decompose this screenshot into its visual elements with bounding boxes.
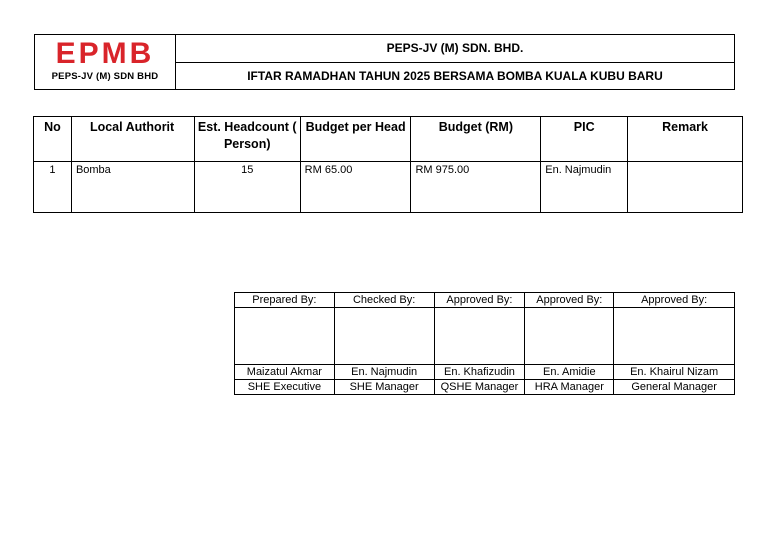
sig-name: En. Amidie: [525, 365, 614, 380]
sig-role: HRA Manager: [525, 380, 614, 395]
sig-name: En. Khairul Nizam: [614, 365, 735, 380]
sig-name: En. Najmudin: [334, 365, 434, 380]
col-header-per-head: Budget per Head: [300, 117, 411, 162]
signature-box: [434, 308, 525, 365]
cell-budget: RM 975.00: [411, 162, 541, 213]
signature-label-row: [235, 293, 735, 308]
event-title: IFTAR RAMADHAN TAHUN 2025 BERSAMA BOMBA KUALA KUBU BARU: [176, 62, 735, 90]
signature-name-row: [235, 365, 735, 380]
signature-box: [334, 308, 434, 365]
signature-box: [614, 308, 735, 365]
signature-role-row: [235, 380, 735, 395]
sig-role: General Manager: [614, 380, 735, 395]
sig-role: QSHE Manager: [434, 380, 525, 395]
sig-role: SHE Manager: [334, 380, 434, 395]
col-header-no: No: [34, 117, 72, 162]
col-header-budget: Budget (RM): [411, 117, 541, 162]
cell-pic: En. Najmudin: [541, 162, 628, 213]
sig-label: Prepared By:: [235, 293, 335, 308]
cell-per-head: RM 65.00: [300, 162, 411, 213]
sig-label: Approved By:: [614, 293, 735, 308]
sig-role: SHE Executive: [235, 380, 335, 395]
col-header-headcount: Est. Headcount ( Person): [194, 117, 300, 162]
cell-headcount: 15: [194, 162, 300, 213]
logo-wordmark: EPMB: [55, 37, 155, 70]
sig-label: Checked By:: [334, 293, 434, 308]
logo-cell: [35, 35, 176, 90]
signature-space-row: [235, 308, 735, 365]
table-header-row: [34, 117, 743, 162]
document-header: [34, 34, 735, 90]
logo-subtitle: PEPS-JV (M) SDN BHD: [51, 71, 159, 82]
col-header-remark: Remark: [628, 117, 743, 162]
cell-no: 1: [34, 162, 72, 213]
cell-remark: [628, 162, 743, 213]
signature-box: [235, 308, 335, 365]
sig-label: Approved By:: [434, 293, 525, 308]
col-header-pic: PIC: [541, 117, 628, 162]
col-header-authority: Local Authorit: [71, 117, 194, 162]
company-logo: [35, 35, 175, 89]
sig-name: Maizatul Akmar: [235, 365, 335, 380]
sig-name: En. Khafizudin: [434, 365, 525, 380]
signature-box: [525, 308, 614, 365]
table-row: [34, 162, 743, 213]
cell-authority: Bomba: [71, 162, 194, 213]
budget-table: [33, 116, 743, 213]
sig-label: Approved By:: [525, 293, 614, 308]
company-name: PEPS-JV (M) SDN. BHD.: [176, 35, 735, 63]
signature-table: [234, 292, 735, 395]
